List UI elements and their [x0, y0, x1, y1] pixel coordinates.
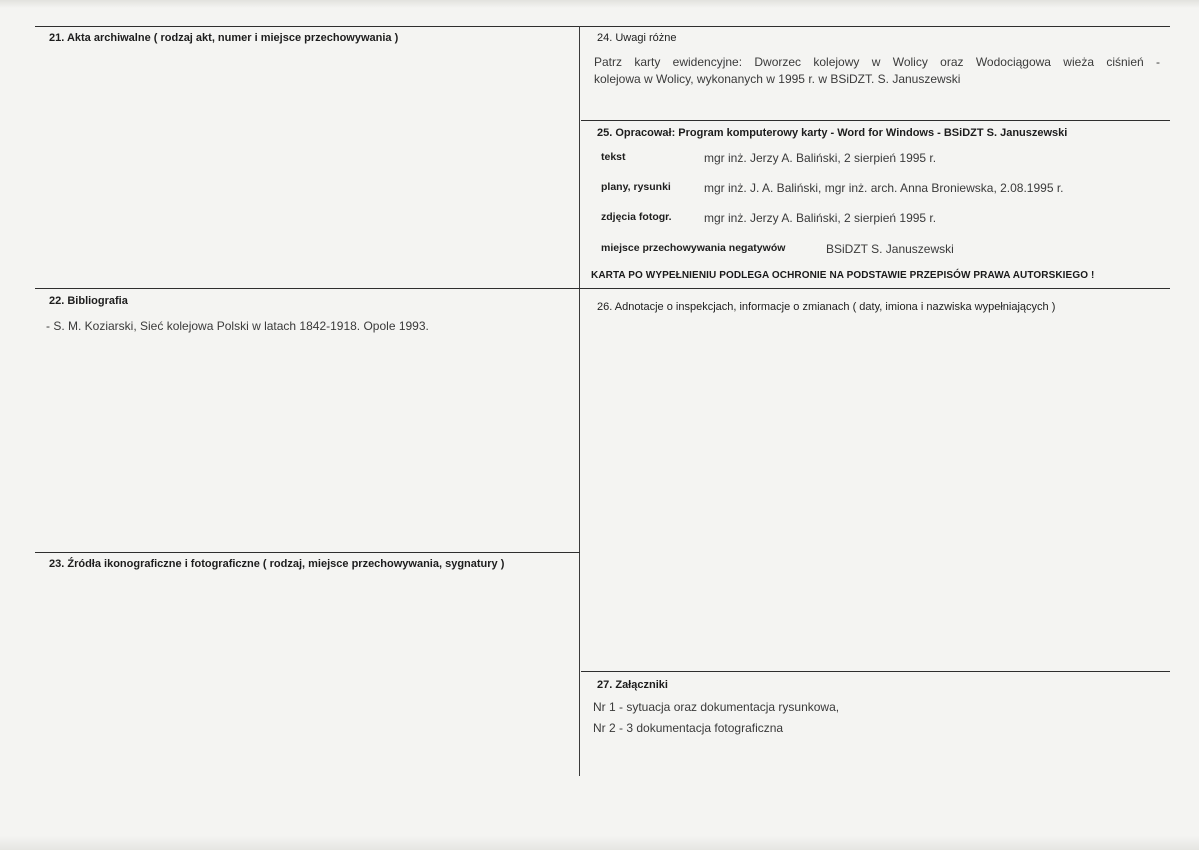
- remarks-line-2: kolejowa w Wolicy, wykonanych w 1995 r. w BSiDZT. S. Januszewski: [594, 72, 961, 86]
- negatives-label: miejsce przechowywania negatywów: [601, 242, 786, 254]
- author-row-label-text: tekst: [601, 151, 626, 163]
- author-row-label-plans: plany, rysunki: [601, 181, 671, 193]
- section-26-title-text: 26. Adnotacje o inspekcjach, informacje o zmianach ( daty, imiona i nazwiska wypełniających ): [597, 301, 1056, 313]
- attachment-line-2: Nr 2 - 3 dokumentacja fotograficzna: [593, 721, 784, 735]
- attachment-line-1: Nr 1 - sytuacja oraz dokumentacja rysunkowa,: [593, 700, 840, 714]
- top-rule: [35, 26, 1170, 27]
- section-25-title: 25. Opracował: Program komputerowy karty - Word for Windows - BSiDZT S. Januszewski: [597, 127, 1068, 139]
- author-row-label-photos: zdjęcia fotogr.: [601, 211, 672, 223]
- rule-below-s26: [581, 671, 1170, 672]
- remarks-line-1: Patrz karty ewidencyjne: Dworzec kolejowy w Wolicy oraz Wodociągowa wieża ciśnień -: [594, 55, 1160, 69]
- section-24-title: [597, 32, 677, 44]
- paper-top-edge: [0, 0, 1199, 8]
- bibliography-entry: - S. M. Koziarski, Sieć kolejowa Polski w latach 1842-1918. Opole 1993.: [46, 319, 429, 333]
- rule-below-s21: [35, 288, 1170, 289]
- section-26-title: [597, 301, 1055, 313]
- rule-below-s22: [35, 552, 580, 553]
- paper-bottom-edge: [0, 836, 1199, 850]
- section-22-title: 22. Bibliografia: [49, 295, 128, 307]
- section-24-title-text: 24. Uwagi różne: [597, 32, 677, 44]
- negatives-value: BSiDZT S. Januszewski: [826, 242, 954, 256]
- copyright-warning: KARTA PO WYPEŁNIENIU PODLEGA OCHRONIE NA PODSTAWIE PRZEPISÓW PRAWA AUTORSKIEGO !: [591, 270, 1095, 281]
- author-row-value-plans: mgr inż. J. A. Baliński, mgr inż. arch. Anna Broniewska, 2.08.1995 r.: [704, 181, 1064, 195]
- section-23-title: 23. Źródła ikonograficzne i fotograficzne ( rodzaj, miejsce przechowywania, sygnatury ): [49, 558, 505, 570]
- section-21-title: 21. Akta archiwalne ( rodzaj akt, numer i miejsce przechowywania ): [49, 32, 399, 44]
- author-row-value-text: mgr inż. Jerzy A. Baliński, 2 sierpień 1995 r.: [704, 151, 937, 165]
- section-27-title: 27. Załączniki: [597, 679, 668, 691]
- rule-below-s24: [581, 120, 1170, 121]
- center-divider: [579, 26, 580, 776]
- author-row-value-photos: mgr inż. Jerzy A. Baliński, 2 sierpień 1995 r.: [704, 211, 937, 225]
